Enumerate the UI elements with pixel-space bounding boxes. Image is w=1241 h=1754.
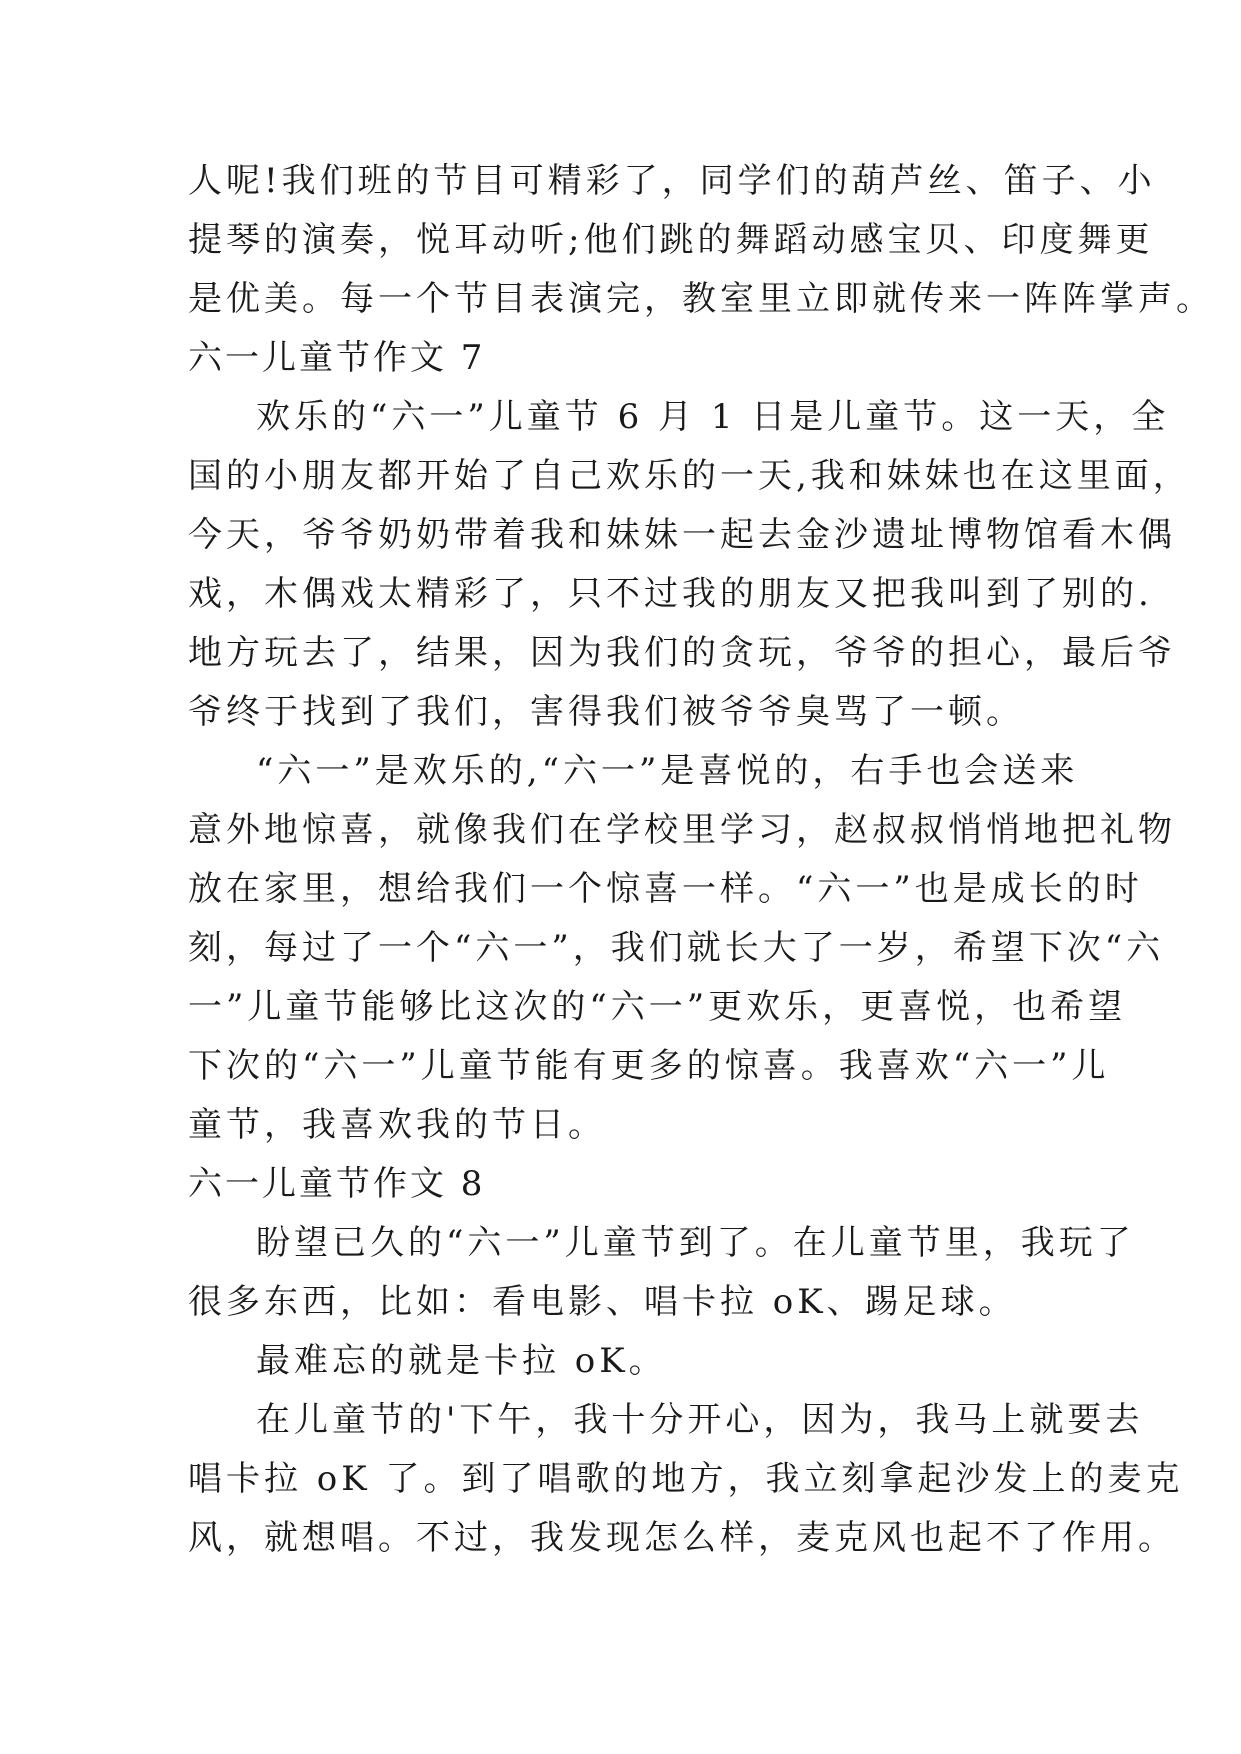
paragraph-line: 下次的“六一”儿童节能有更多的惊喜。我喜欢“六一”儿 xyxy=(188,1046,1110,1086)
paragraph-line: 提琴的演奏，悦耳动听;他们跳的舞蹈动感宝贝、印度舞更 xyxy=(188,220,1154,260)
paragraph-line: 一”儿童节能够比这次的“六一”更欢乐，更喜悦，也希望 xyxy=(188,987,1127,1027)
paragraph-line: 最难忘的就是卡拉 oK。 xyxy=(256,1341,667,1381)
paragraph-line: 童节，我喜欢我的节日。 xyxy=(188,1105,606,1145)
paragraph-line: 意外地惊喜，就像我们在学校里学习，赵叔叔悄悄地把礼物 xyxy=(188,810,1176,850)
paragraph-line: 今天，爷爷奶奶带着我和妹妹一起去金沙遗址博物馆看木偶 xyxy=(188,515,1176,555)
paragraph-line: 很多东西，比如：看电影、唱卡拉 oK、踢足球。 xyxy=(188,1282,1017,1322)
paragraph-line: 风，就想唱。不过，我发现怎么样，麦克风也起不了作用。 xyxy=(188,1518,1176,1558)
paragraph-line: “六一”是欢乐的,“六一”是喜悦的，右手也会送来 xyxy=(256,751,1079,791)
paragraph-line: 唱卡拉 oK 了。到了唱歌的地方，我立刻拿起沙发上的麦克 xyxy=(188,1459,1184,1499)
paragraph-line: 盼望已久的“六一”儿童节到了。在儿童节里，我玩了 xyxy=(256,1223,1135,1263)
paragraph-line: 人呢!我们班的节目可精彩了，同学们的葫芦丝、笛子、小 xyxy=(188,161,1156,201)
paragraph-line: 欢乐的“六一”儿童节 6 月 1 日是儿童节。这一天，全 xyxy=(256,397,1170,437)
paragraph-line: 国的小朋友都开始了自己欢乐的一天,我和妹妹也在这里面， xyxy=(188,456,1191,496)
paragraph-line: 爷终于找到了我们，害得我们被爷爷臭骂了一顿。 xyxy=(188,692,1024,732)
paragraph-line: 放在家里，想给我们一个惊喜一样。“六一”也是成长的时 xyxy=(188,869,1143,909)
document-body xyxy=(188,152,1214,1568)
paragraph-line: 刻，每过了一个“六一”，我们就长大了一岁，希望下次“六 xyxy=(188,928,1165,968)
paragraph-line: 地方玩去了，结果，因为我们的贪玩，爷爷的担心，最后爷 xyxy=(188,633,1176,673)
section-heading-essay-7: 六一儿童节作文 7 xyxy=(188,338,486,378)
paragraph-line: 戏，木偶戏太精彩了，只不过我的朋友又把我叫到了别的. xyxy=(188,574,1153,614)
section-heading-essay-8: 六一儿童节作文 8 xyxy=(188,1164,486,1204)
paragraph-line: 是优美。每一个节目表演完，教室里立即就传来一阵阵掌声。 xyxy=(188,279,1214,319)
paragraph-line: 在儿童节的'下午，我十分开心，因为，我马上就要去 xyxy=(256,1400,1144,1440)
